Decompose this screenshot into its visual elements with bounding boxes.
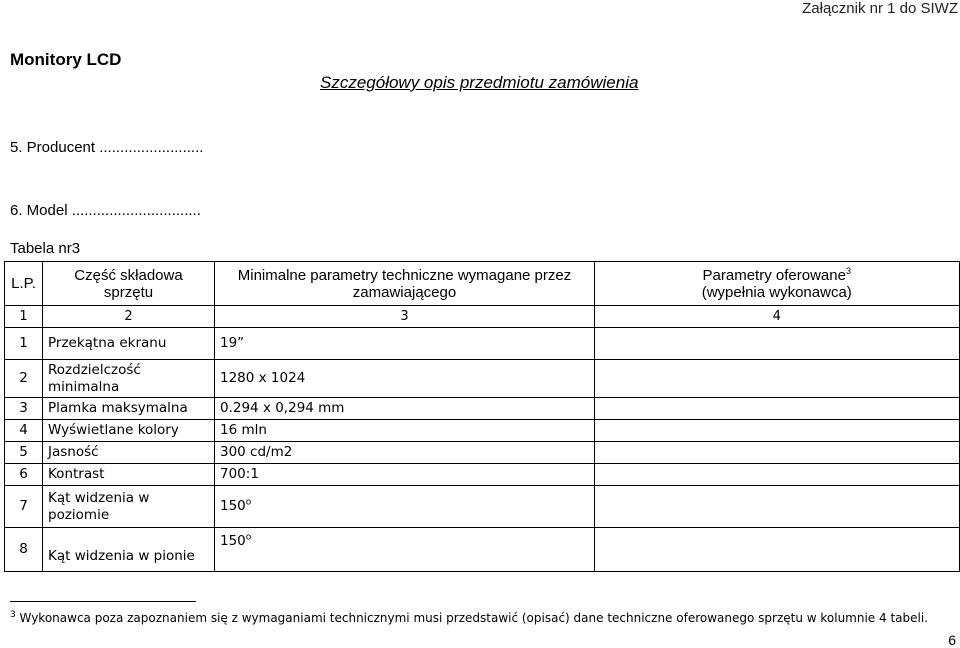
document-title: Monitory LCD — [10, 50, 122, 69]
row-number: 6 — [5, 464, 43, 486]
footnote-text: Wykonawca poza zapoznaniem się z wymaganiami technicznymi musi przedstawić (opisać) dane techniczne oferowanego sprzętu w kolumnie 4 tabeli. — [15, 611, 928, 625]
row-number: 5 — [5, 442, 43, 464]
requirement-cell: 0.294 x 0,294 mm — [215, 398, 595, 420]
requirement-cell: 19” — [215, 328, 595, 360]
table-header-row — [5, 262, 960, 306]
spec-table — [4, 261, 960, 572]
component-cell: Kąt widzenia w pionie — [43, 528, 215, 572]
offered-cell — [595, 464, 960, 486]
header-lp: L.P. — [5, 262, 43, 306]
footnote-separator — [10, 601, 196, 602]
component-cell: Kontrast — [43, 464, 215, 486]
offered-cell — [595, 398, 960, 420]
table-row — [5, 398, 960, 420]
header-requirements: Minimalne parametry techniczne wymagane przez zamawiającego — [215, 262, 595, 306]
row-number: 4 — [5, 420, 43, 442]
table-row — [5, 486, 960, 528]
column-number-row — [5, 306, 960, 328]
column-number: 4 — [595, 306, 960, 328]
requirement-cell: 300 cd/m2 — [215, 442, 595, 464]
table-row — [5, 328, 960, 360]
offered-cell — [595, 442, 960, 464]
document-subtitle: Szczegółowy opis przedmiotu zamówienia — [320, 73, 639, 92]
requirement-cell: 150$^o$ — [215, 486, 595, 528]
component-cell: Przekątna ekranu — [43, 328, 215, 360]
row-number: 2 — [5, 360, 43, 398]
page-number: 6 — [948, 632, 956, 648]
offered-cell — [595, 528, 960, 572]
header-component: Część składowa sprzętu — [43, 262, 215, 306]
row-number: 8 — [5, 528, 43, 572]
row-number: 1 — [5, 328, 43, 360]
table-row — [5, 420, 960, 442]
requirement-cell: 700:1 — [215, 464, 595, 486]
table-row — [5, 528, 960, 572]
component-cell: Rozdzielczość minimalna — [43, 360, 215, 398]
offered-cell — [595, 360, 960, 398]
attachment-note: Załącznik nr 1 do SIWZ — [802, 0, 958, 17]
table-caption: Tabela nr3 — [10, 240, 81, 257]
requirement-cell: 150$^o$ — [215, 528, 595, 572]
table-row — [5, 464, 960, 486]
component-cell: Wyświetlane kolory — [43, 420, 215, 442]
table-row — [5, 360, 960, 398]
column-number: 3 — [215, 306, 595, 328]
column-number: 2 — [43, 306, 215, 328]
offered-cell — [595, 420, 960, 442]
producer-field: 5. Producent ......................... — [10, 139, 204, 156]
component-cell: Jasność — [43, 442, 215, 464]
requirement-cell: 1280 x 1024 — [215, 360, 595, 398]
offered-cell — [595, 328, 960, 360]
requirement-cell: 16 mln — [215, 420, 595, 442]
row-number: 7 — [5, 486, 43, 528]
component-cell: Kąt widzenia w poziomie — [43, 486, 215, 528]
component-cell: Plamka maksymalna — [43, 398, 215, 420]
footnote — [10, 611, 928, 625]
header-offered: Parametry oferowane$^3$ (wypełnia wykonawca) — [595, 262, 960, 306]
offered-cell — [595, 486, 960, 528]
row-number: 3 — [5, 398, 43, 420]
table-row — [5, 442, 960, 464]
model-field: 6. Model ............................... — [10, 202, 201, 219]
footnote-marker: 3 — [10, 610, 16, 620]
column-number: 1 — [5, 306, 43, 328]
